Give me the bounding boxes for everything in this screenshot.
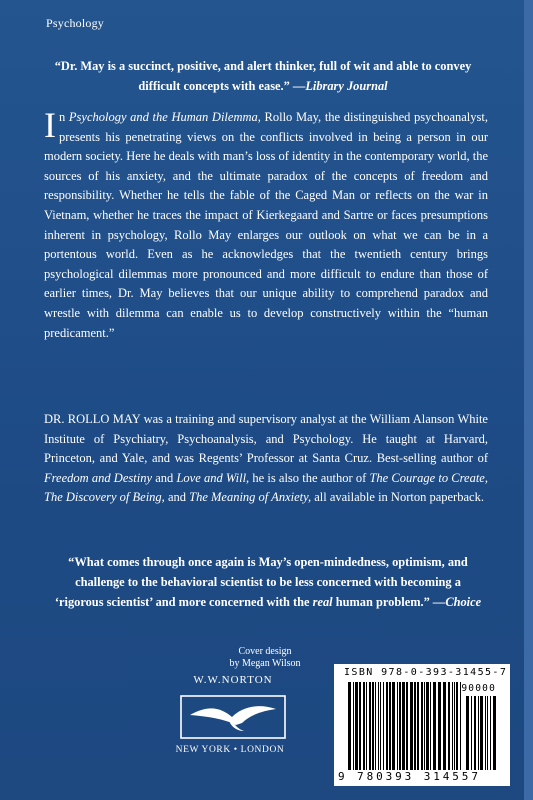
review-quote-top bbox=[40, 56, 486, 96]
bio-book2: Love and Will, bbox=[176, 470, 250, 485]
review-quote-bottom-seg2: human problem.” bbox=[332, 595, 430, 609]
norton-seagull-logo-icon bbox=[180, 695, 286, 739]
review-quote-top-text: “Dr. May is a succinct, positive, and alert thinker, full of wit and able to convey difficult concepts with ease.” bbox=[54, 59, 472, 93]
publisher-name: W.W.NORTON bbox=[193, 674, 273, 686]
barcode-panel bbox=[334, 664, 510, 786]
price-code: 90000 bbox=[461, 683, 496, 694]
review-quote-bottom-emph: real bbox=[312, 595, 333, 609]
publisher-cities: NEW YORK • LONDON bbox=[175, 745, 285, 755]
credit-line1: Cover design bbox=[238, 646, 292, 657]
bio-seg3: he is also the author of bbox=[249, 470, 370, 485]
author-name: DR. ROLLO MAY bbox=[44, 412, 141, 426]
category-label: Psychology bbox=[46, 16, 105, 30]
description-seg1: n bbox=[59, 110, 69, 124]
bio-seg2: and bbox=[152, 470, 177, 485]
bio-book1: Freedom and Destiny bbox=[44, 470, 152, 485]
cover-design-credit bbox=[210, 646, 320, 670]
description-seg2: Rollo May, the distinguished psychoanalyst, presents his penetrating views on the conflicts involved in being a person in our modern society. Here he deals with man’s loss of identity in the contemporary world, the sources of his anxiety, and the ultimate paradox of the concepts of freedom and responsibility. Whether he tells the fable of the Caged Man or reflects on the war in Vietnam, whether he traces the impact of Kierkegaard and Sartre or faces presumptions inherent in psychology, Rollo May enlarges our outlook on what we can be in a portentous world. Even as he acknowledges that the twentieth century brings psychological dilemmas more pronounced and more difficult to endure than those of earlier times, Dr. May believes that our unique ability to comprehend paradox and wrestle with dilemma can enable us to develop constructively within the “human predicament.” bbox=[44, 110, 488, 340]
ean-digits: 9 780393 314557 bbox=[338, 770, 481, 783]
bio-seg4: and bbox=[164, 490, 190, 505]
review-quote-bottom bbox=[52, 552, 484, 612]
barcode-addon-bars bbox=[466, 696, 498, 770]
bio-book3: The Courage to Create, The Discovery of Being, bbox=[44, 470, 488, 505]
review-quote-bottom-source: —Choice bbox=[432, 595, 482, 609]
cover-edge-strip bbox=[524, 0, 533, 800]
review-quote-top-source: —Library Journal bbox=[292, 79, 388, 93]
author-bio bbox=[44, 410, 488, 508]
bio-seg1: was a training and supervisory analyst at the William Alanson White Institute of Psychiatry, Psychoanalysis, and Psychology. He taught at Harvard, Princeton, and Yale, and was Regents’ Professor at Santa Cruz. Best-selling author of bbox=[44, 412, 488, 466]
credit-line2: by Megan Wilson bbox=[229, 658, 301, 669]
book-description bbox=[44, 105, 488, 343]
description-title: Psychology and the Human Dilemma, bbox=[68, 110, 261, 124]
review-quote-bottom-seg1: “What comes through once again is May’s open-mindedness, optimism, and challenge to the behavioral scientist to be less concerned with becoming a ‘rigorous scientist’ and more concerned with the bbox=[54, 555, 468, 609]
barcode-bars bbox=[348, 682, 462, 770]
drop-cap: I bbox=[44, 105, 56, 145]
bio-book4: The Meaning of Anxiety, bbox=[189, 490, 312, 505]
bio-seg5: all available in Norton paperback. bbox=[311, 490, 484, 505]
isbn-number: ISBN 978-0-393-31455-7 bbox=[344, 667, 508, 678]
